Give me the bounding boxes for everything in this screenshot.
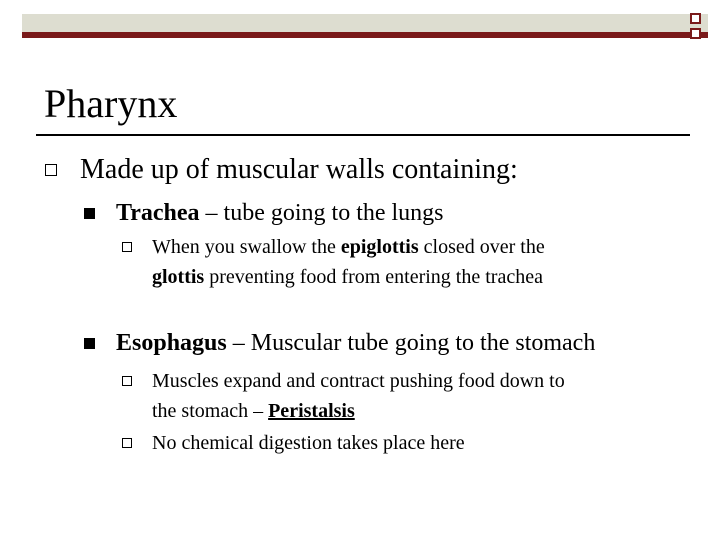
- solid-square-bullet-icon: [84, 208, 95, 219]
- esophagus-desc: – Muscular tube going to the stomach: [226, 330, 596, 356]
- hollow-square-bullet-icon: [122, 242, 132, 252]
- esophagus-item: [116, 328, 595, 358]
- esophagus-detail-2: No chemical digestion takes place here: [152, 432, 465, 454]
- peristalsis-term: Peristalsis: [268, 400, 355, 422]
- esophagus-detail-1: Muscles expand and contract pushing food down to the stomach – Peristalsis: [152, 370, 565, 422]
- main-point: Made up of muscular walls containing:: [80, 154, 518, 185]
- solid-square-bullet-icon: [84, 338, 95, 349]
- slide-title: Pharynx: [44, 81, 178, 126]
- trachea-detail: When you swallow the epiglottis closed over the glottis preventing food from entering the trachea: [152, 236, 545, 288]
- trachea-term: Trachea: [116, 200, 200, 226]
- hollow-square-bullet-icon: [122, 376, 132, 386]
- epiglottis-term: epiglottis: [340, 236, 419, 258]
- title-divider: [36, 134, 690, 136]
- hollow-square-bullet-icon: [122, 438, 132, 448]
- trachea-item: [116, 198, 444, 228]
- header-rule: [22, 32, 708, 38]
- header-band: [22, 14, 708, 34]
- trachea-desc: – tube going to the lungs: [199, 200, 444, 226]
- esophagus-term: Esophagus: [116, 330, 227, 356]
- hollow-square-bullet-icon: [45, 164, 57, 176]
- corner-square-icon: [690, 28, 701, 39]
- glottis-term: glottis: [152, 266, 205, 288]
- corner-square-icon: [690, 13, 701, 24]
